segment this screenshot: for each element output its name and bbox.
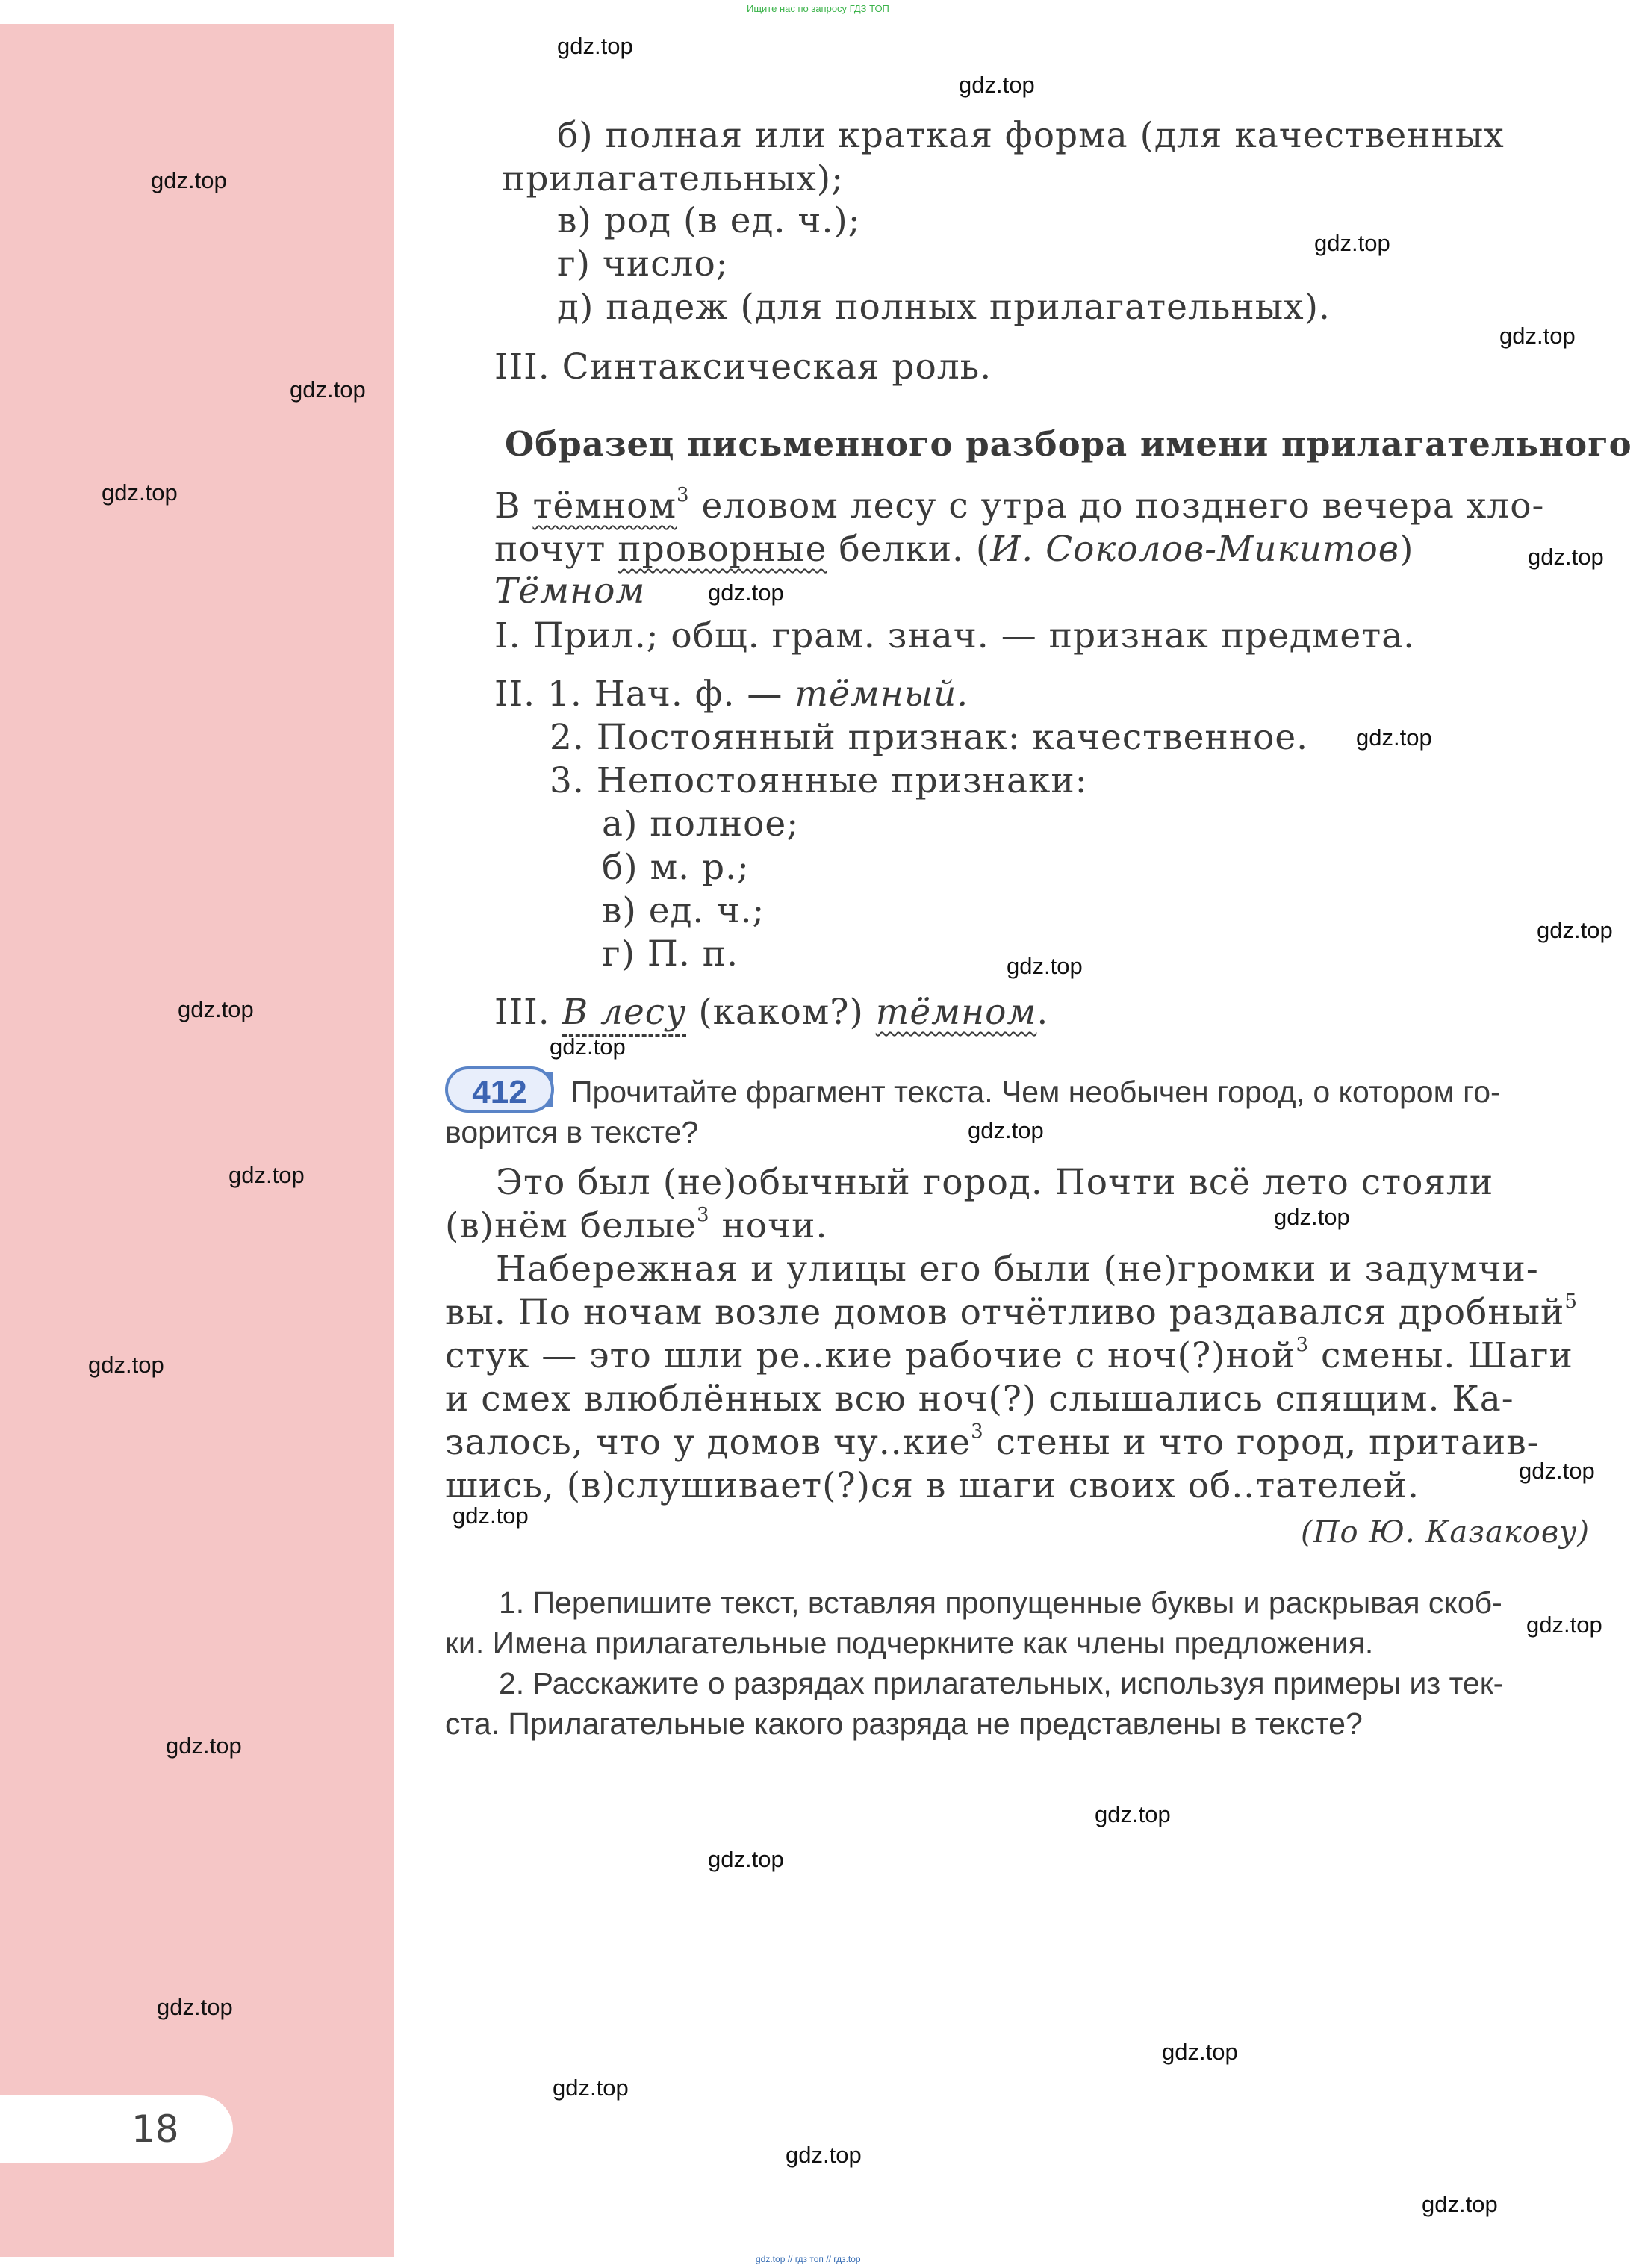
watermark: gdz.top — [1095, 1801, 1171, 1827]
header-note: Ищите нас по запросу ГДЗ ТОП — [747, 3, 889, 14]
exercise-text-line8: шись, (в)слушивает(?)ся в шаги своих об..тателей. — [445, 1465, 1419, 1506]
watermark: gdz.top — [557, 33, 633, 59]
watermark: gdz.top — [1526, 1612, 1602, 1638]
analysis-a: а) полное; — [602, 804, 800, 845]
exercise-text-line2: (в)нём белые$^3$ ночи. — [445, 1204, 828, 1246]
watermark: gdz.top — [959, 72, 1035, 98]
analysis-ii-3: 3. Непостоянные признаки: — [550, 760, 1088, 801]
question-2-line1: 2. Расскажите о разрядах прилагательных, используя примеры из тек- — [499, 1666, 1504, 1700]
analysis-ii-1: II. 1. Нач. ф. — тёмный. — [494, 674, 969, 715]
question-2-line2: ста. Прилагательные какого разряда не представлены в тексте? — [445, 1706, 1363, 1741]
analysis-g: г) П. п. — [602, 933, 739, 975]
watermark: gdz.top — [1422, 2191, 1498, 2217]
scheme-item-b-line1: б) полная или краткая форма (для качественных — [557, 115, 1505, 156]
analysis-v: в) ед. ч.; — [602, 890, 765, 931]
sample-sentence-line2: почут проворные белки. (И. Соколов-Микитов) — [494, 529, 1414, 570]
analysis-b: б) м. р.; — [602, 847, 750, 888]
watermark: gdz.top — [178, 996, 254, 1022]
watermark: gdz.top — [1537, 917, 1613, 943]
watermark: gdz.top — [708, 580, 784, 606]
watermark: gdz.top — [968, 1117, 1044, 1143]
watermark: gdz.top — [290, 376, 366, 403]
exercise-task-line2: ворится в тексте? — [445, 1115, 699, 1149]
watermark: gdz.top — [708, 1846, 784, 1872]
watermark: gdz.top — [1356, 724, 1432, 751]
exercise-number-badge: 412 — [445, 1066, 554, 1113]
exercise-text-line5: стук — это шли ре..кие рабочие с ноч(?)ной$^3$ смены. Шаги — [445, 1334, 1573, 1376]
watermark: gdz.top — [151, 167, 227, 193]
watermark: gdz.top — [1528, 544, 1604, 570]
watermark: gdz.top — [553, 2075, 629, 2101]
exercise-text-line4: вы. По ночам возле домов отчётливо раздавался дробный$^5$ — [445, 1290, 1578, 1333]
watermark: gdz.top — [1314, 230, 1390, 256]
page-number: 18 — [131, 2107, 179, 2151]
sample-heading: Образец письменного разбора имени прилагательного — [505, 424, 1632, 464]
exercise-text-line6: и смех влюблённых всю ноч(?) слышались спящим. Ка- — [445, 1379, 1514, 1420]
scheme-item-b-line2: прилагательных); — [502, 158, 844, 199]
watermark: gdz.top — [88, 1352, 164, 1378]
exercise-source: (По Ю. Казакову) — [1301, 1515, 1590, 1550]
page-margin-band — [0, 24, 394, 2257]
exercise-text-line7: залось, что у домов чу..кие$^3$ стены и что город, притаив- — [445, 1420, 1540, 1463]
watermark: gdz.top — [550, 1034, 626, 1060]
footer-note: gdz.top // гдз топ // гдз.top — [756, 2254, 861, 2264]
analyzed-word: Тёмном — [494, 571, 646, 612]
watermark: gdz.top — [157, 1994, 233, 2020]
watermark: gdz.top — [166, 1733, 242, 1759]
sample-sentence-line1: В тёмном$^3$ еловом лесу с утра до позднего вечера хло- — [494, 484, 1545, 526]
watermark: gdz.top — [453, 1503, 529, 1529]
question-1-line2: ки. Имена прилагательные подчеркните как члены предложения. — [445, 1626, 1374, 1660]
analysis-ii-2: 2. Постоянный признак: качественное. — [550, 717, 1309, 758]
exercise-text-line3: Набережная и улицы его были (не)громки и задумчи- — [496, 1249, 1539, 1290]
watermark: gdz.top — [1007, 953, 1083, 979]
page-number-tab — [0, 2095, 233, 2163]
analysis-iii: III. В лесу (каком?) тёмном. — [494, 995, 1048, 1030]
exercise-task-line1: Прочитайте фрагмент текста. Чем необычен город, о котором го- — [570, 1075, 1501, 1109]
watermark: gdz.top — [102, 479, 178, 506]
scheme-item-d: д) падеж (для полных прилагательных). — [557, 287, 1331, 328]
watermark: gdz.top — [1499, 323, 1576, 349]
watermark: gdz.top — [1274, 1204, 1350, 1230]
question-1-line1: 1. Перепишите текст, вставляя пропущенные буквы и раскрывая скоб- — [499, 1585, 1502, 1620]
watermark: gdz.top — [228, 1162, 305, 1188]
watermark: gdz.top — [1519, 1458, 1595, 1484]
underlined-word: тёмном — [532, 485, 677, 526]
scheme-item-iii: III. Синтаксическая роль. — [494, 347, 992, 388]
watermark: gdz.top — [1162, 2039, 1238, 2065]
analysis-i: I. Прил.; общ. грам. знач. — признак предмета. — [494, 615, 1416, 656]
scheme-item-g: г) число; — [557, 243, 729, 285]
watermark: gdz.top — [786, 2142, 862, 2168]
scheme-item-v: в) род (в ед. ч.); — [557, 200, 861, 241]
exercise-text-line1: Это был (не)обычный город. Почти всё лето стояли — [496, 1162, 1494, 1203]
